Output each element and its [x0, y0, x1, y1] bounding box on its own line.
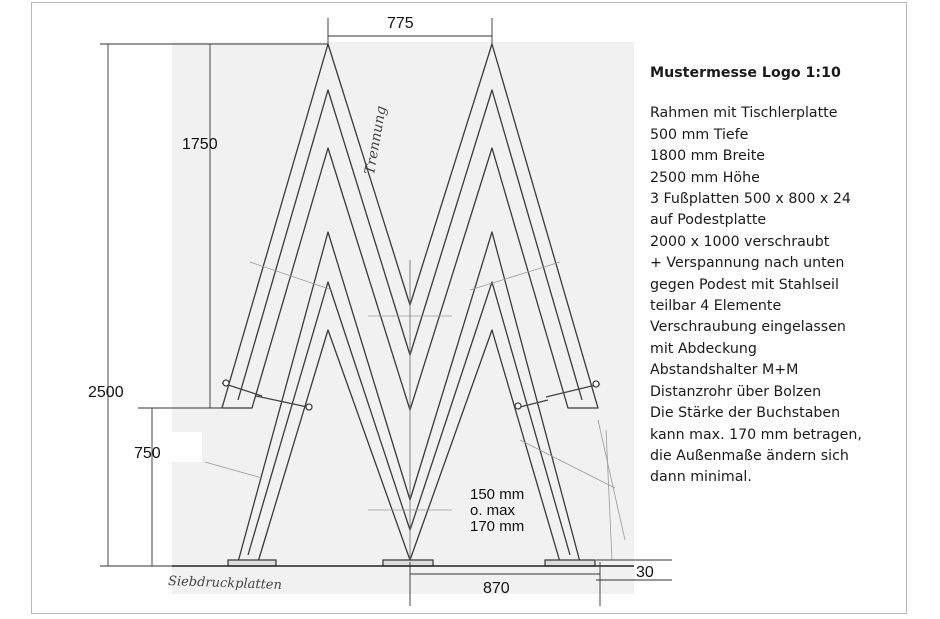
- dim-lower-height-label: 750: [134, 445, 161, 462]
- spec-line: gegen Podest mit Stahlseil: [650, 276, 839, 293]
- handwritten-trennung: Trennung: [362, 104, 390, 176]
- spec-line: auf Podestplatte: [650, 212, 767, 229]
- thickness-line-3: 170 mm: [470, 518, 525, 535]
- foot-plate-center: [383, 560, 433, 566]
- bolt-left-nut: [306, 404, 312, 410]
- spec-line: Die Stärke der Buchstaben: [650, 405, 841, 422]
- spec-line: 2500 mm Höhe: [650, 169, 760, 186]
- spec-line: Distanzrohr über Bolzen: [650, 383, 822, 400]
- spec-title: Mustermesse Logo 1:10: [650, 65, 841, 81]
- thickness-line-1: 150 mm: [470, 486, 525, 503]
- bolt-left-2: [256, 396, 312, 408]
- dim-foot-height-label: 30: [636, 564, 654, 581]
- letter-thickness-note: [470, 487, 524, 535]
- dim-total-height-label: 2500: [88, 384, 124, 401]
- spec-line: Verschraubung eingelassen: [650, 319, 846, 336]
- handwritten-siebdruckplatten: Siebdruckplatten: [167, 574, 283, 593]
- spec-line: Abstandshalter M+M: [650, 362, 799, 379]
- spec-line: 1800 mm Breite: [650, 148, 765, 165]
- spec-line: kann max. 170 mm betragen,: [650, 426, 862, 443]
- spec-line: 500 mm Tiefe: [650, 126, 749, 143]
- spec-line: die Außenmaße ändern sich: [650, 447, 849, 464]
- helper-line-7: [598, 420, 625, 540]
- dim-top-width-label: 775: [387, 15, 414, 32]
- spec-notes: [650, 63, 900, 489]
- helper-line-6: [520, 440, 615, 488]
- spec-line: Rahmen mit Tischlerplatte: [650, 105, 838, 122]
- bolt-left-head: [223, 380, 229, 386]
- helper-line-8: [606, 430, 612, 560]
- foot-plate-right: [545, 560, 595, 566]
- bolt-right-1: [546, 384, 600, 397]
- thickness-line-2: o. max: [470, 502, 516, 519]
- spec-line: 2000 x 1000 verschraubt: [650, 233, 830, 250]
- foot-plate-left: [228, 560, 276, 566]
- spec-line: + Verspannung nach unten: [650, 255, 845, 272]
- bolt-right-head: [593, 381, 599, 387]
- helper-line-1: [250, 262, 332, 290]
- dim-upper-height-label: 1750: [182, 136, 218, 153]
- helper-line-5: [205, 462, 262, 478]
- bolt-right-nut: [515, 403, 521, 409]
- spec-line: 3 Fußplatten 500 x 800 x 24: [650, 191, 851, 208]
- spec-line: mit Abdeckung: [650, 340, 757, 357]
- spec-line: dann minimal.: [650, 469, 752, 486]
- spec-line: teilbar 4 Elemente: [650, 298, 782, 315]
- dim-base-width-label: 870: [483, 580, 510, 597]
